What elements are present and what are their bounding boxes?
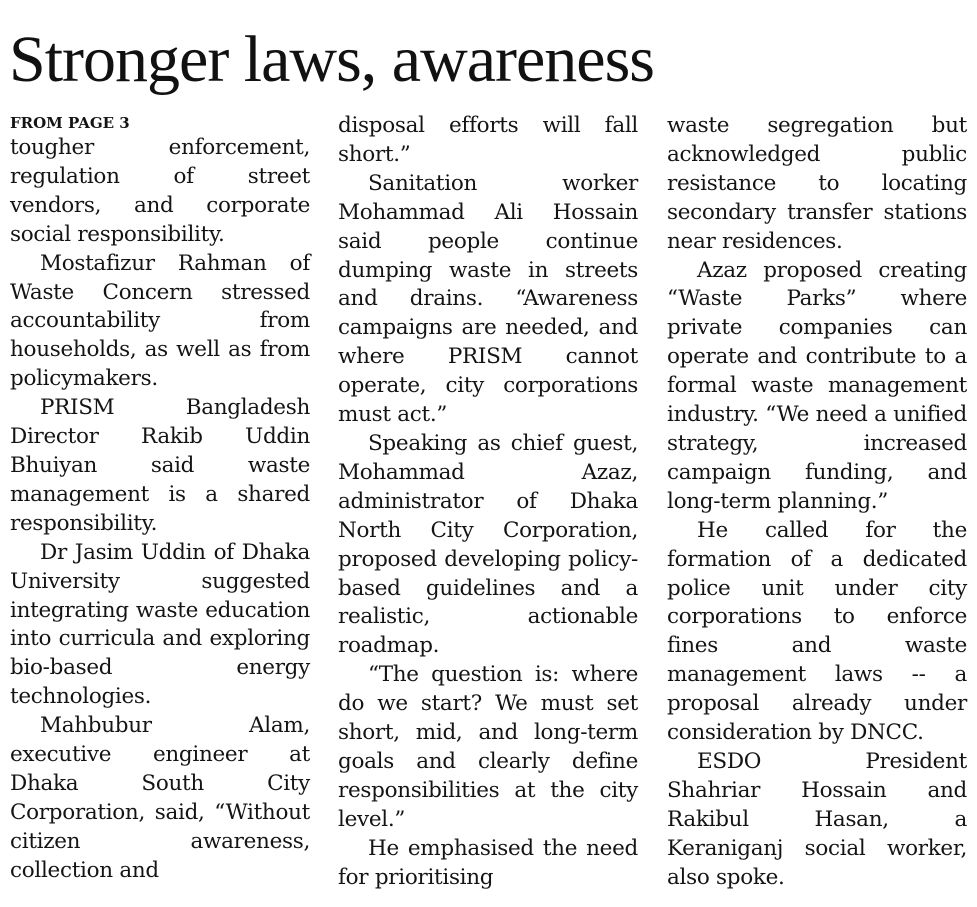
- continued-from-label: FROM PAGE 3: [10, 114, 130, 132]
- article-paragraph: Sanitation worker Mohammad Ali Hossain said people continue dumping waste in streets and drains. “Awareness campaigns are needed, and where PRISM cannot operate, city corporations must act.”: [338, 170, 638, 428]
- article-paragraph: “The question is: where do we start? We must set short, mid, and long-term goals and clearly define responsibilities at the city level.”: [338, 662, 638, 832]
- article-paragraph: ESDO President Shahriar Hossain and Rakibul Hasan, a Keraniganj social worker, also spoke.: [667, 748, 967, 890]
- article-paragraph: Dr Jasim Uddin of Dhaka University suggested integrating waste education into curricula and exploring bio-based energy technologies.: [10, 539, 310, 710]
- article-paragraph: Mostafizur Rahman of Waste Concern stressed accountability from households, as well as from policymakers.: [10, 250, 310, 392]
- article-paragraph: waste segregation but acknowledged public resistance to locating secondary transfer stations near residences.: [667, 113, 967, 254]
- article-column-2: [338, 112, 638, 892]
- headline: Stronger laws, awareness: [9, 23, 654, 96]
- article-paragraph: tougher enforcement, regulation of street vendors, and corporate social responsibility.: [10, 135, 310, 247]
- article-paragraph: Speaking as chief guest, Mohammad Azaz, administrator of Dhaka North City Corporation, proposed developing policy-based guidelines and a realistic, actionable roadmap.: [338, 430, 638, 659]
- article-paragraph: PRISM Bangladesh Director Rakib Uddin Bhuiyan said waste management is a shared responsibility.: [10, 395, 310, 536]
- article-column-3: [667, 112, 967, 892]
- article-paragraph: He called for the formation of a dedicated police unit under city corporations to enforce fines and waste management laws -- a proposal already under consideration by DNCC.: [667, 517, 967, 746]
- article-paragraph: Azaz proposed creating “Waste Parks” where private companies can operate and contribute to a formal waste management industry. “We need a unified strategy, increased campaign funding, and long-term planning.”: [667, 257, 967, 514]
- article-paragraph: Mahbubur Alam, executive engineer at Dhaka South City Corporation, said, “Without citizen awareness, collection and: [10, 713, 310, 883]
- article-paragraph: disposal efforts will fall short.”: [338, 113, 638, 167]
- article-paragraph: He emphasised the need for prioritising: [338, 835, 638, 890]
- article-column-1: [10, 112, 310, 886]
